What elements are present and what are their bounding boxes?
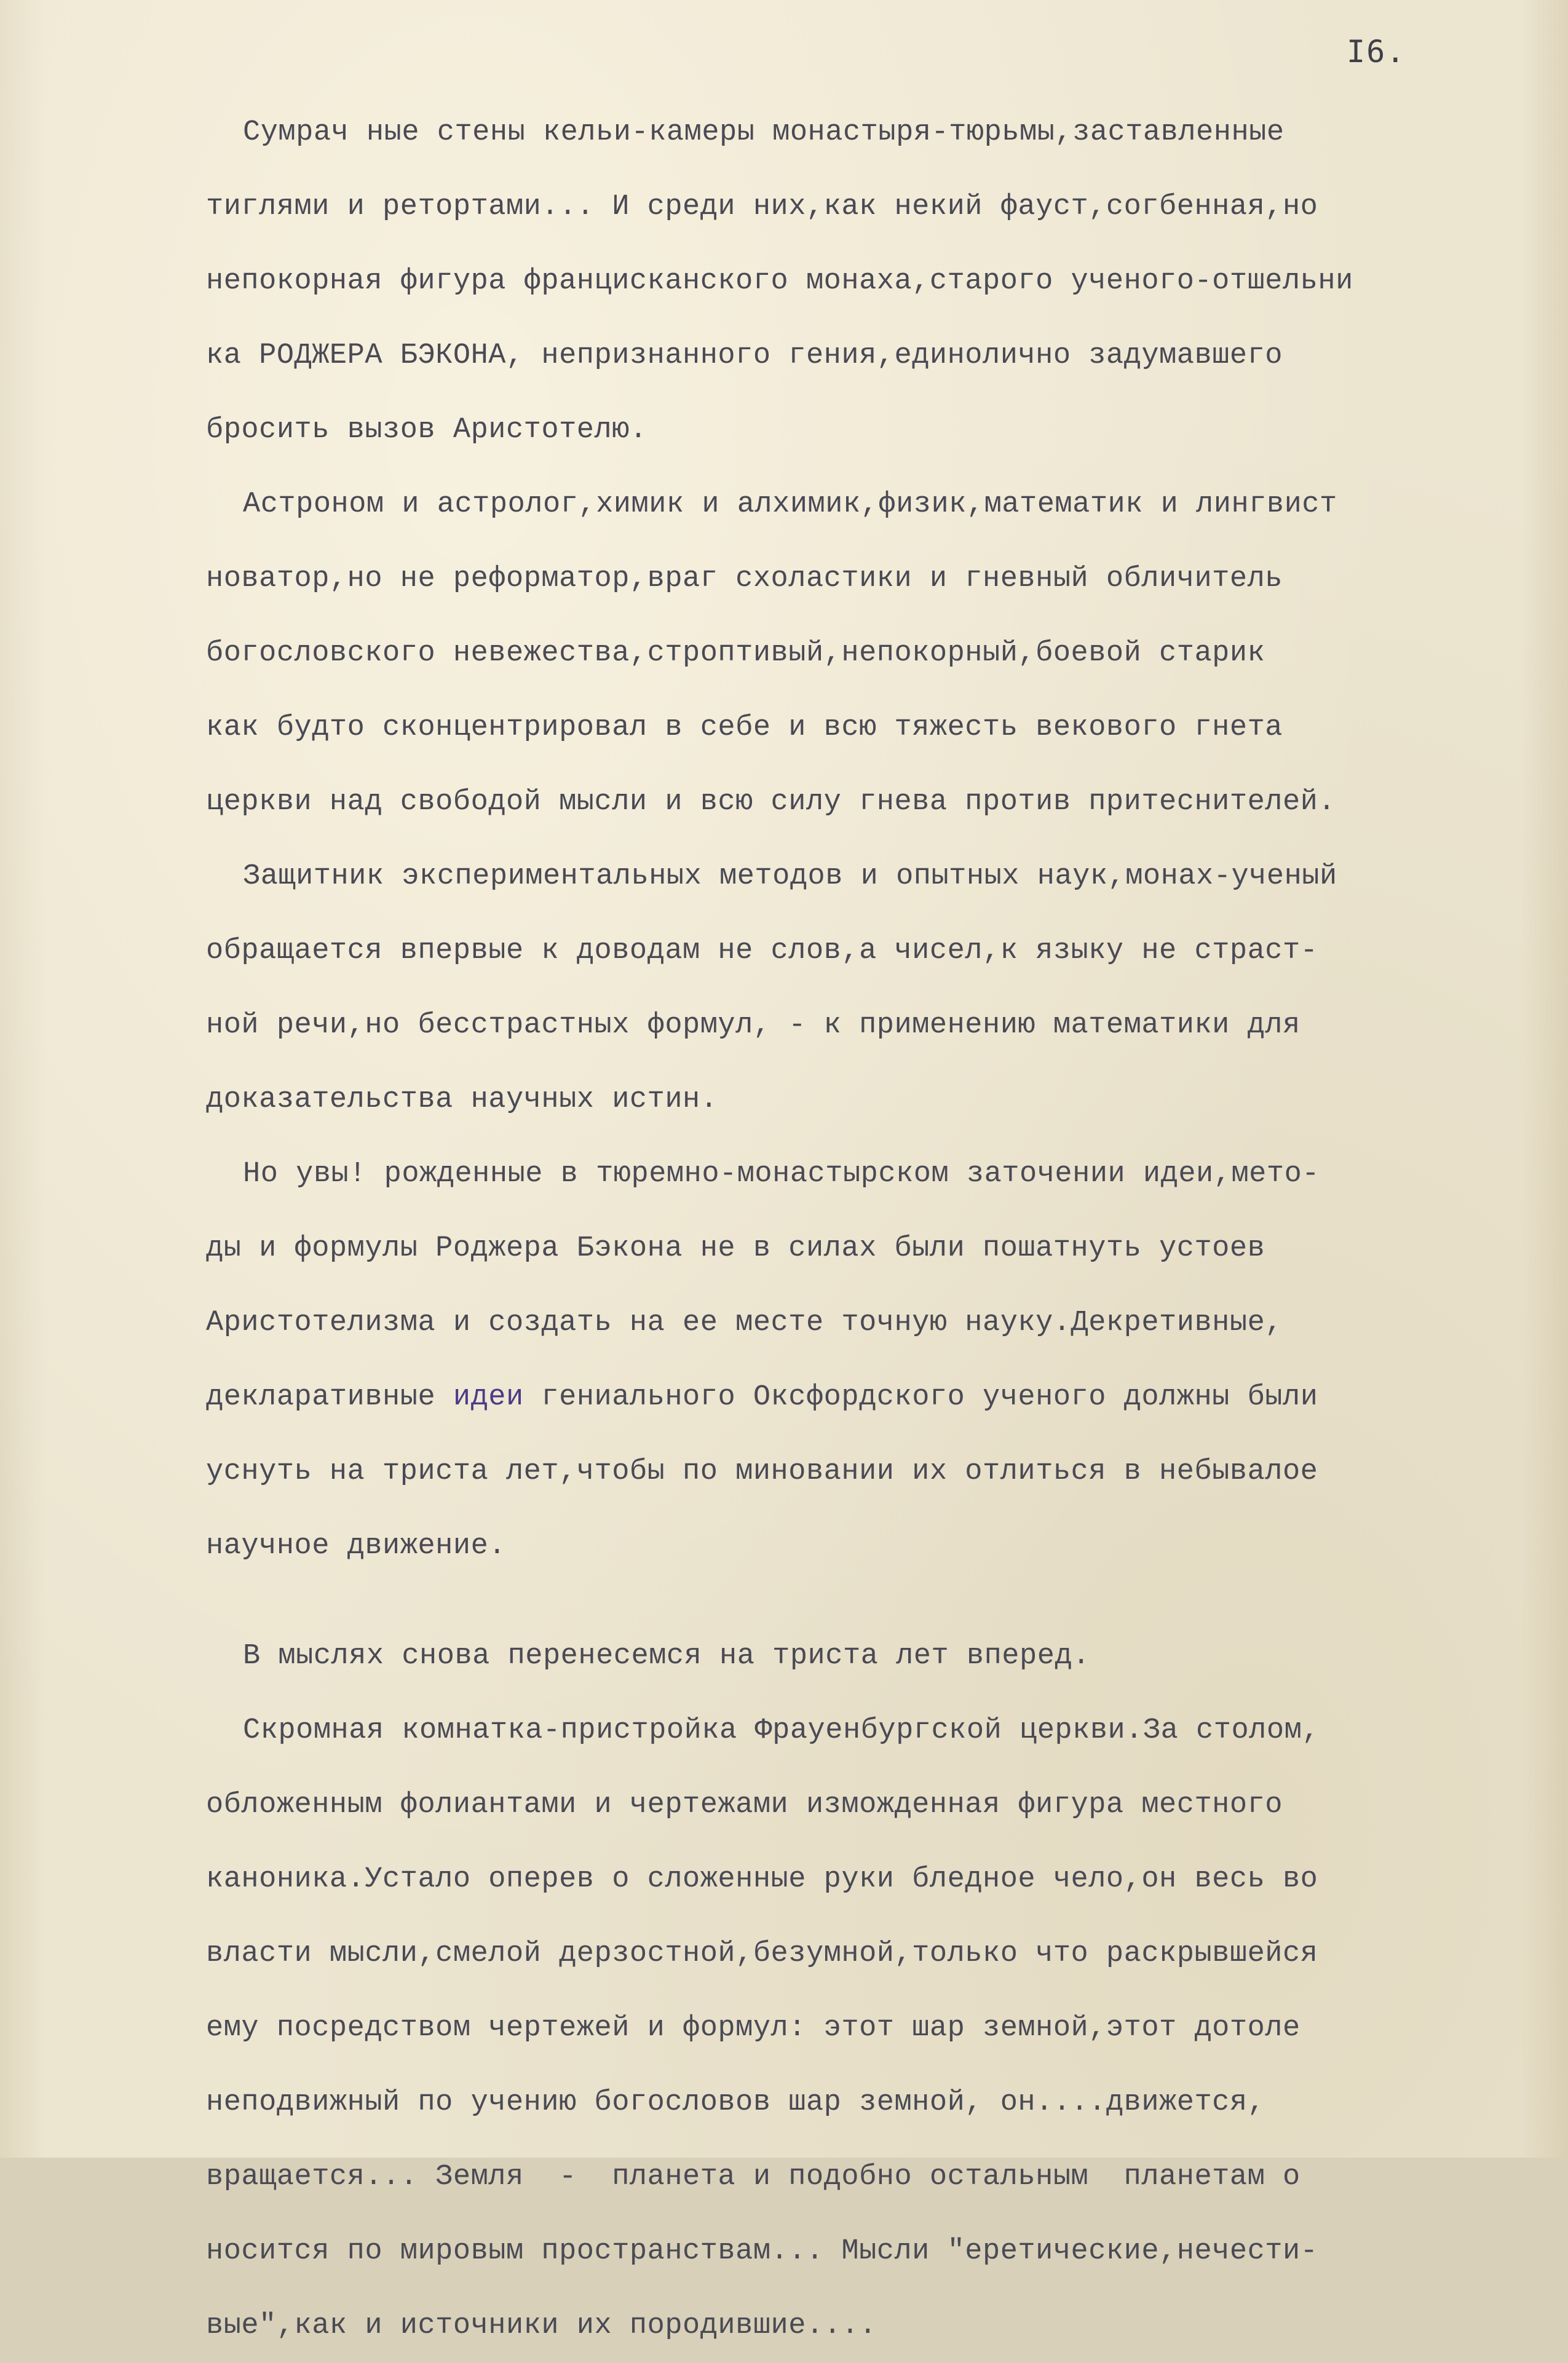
- text-segment: декларативные: [206, 1381, 453, 1414]
- text-line: власти мысли,смелой дерзостной,безумной,только что раскрывшейся: [206, 1938, 1318, 1970]
- text-line: новатор,но не реформатор,враг схоластики и гневный обличитель: [206, 563, 1283, 595]
- text-line: Астроном и астролог,химик и алхимик,физик,математик и лингвист: [243, 488, 1337, 521]
- text-line: как будто сконцентрировал в себе и всю тяжесть векового гнета: [206, 711, 1283, 744]
- text-line: обращается впервые к доводам не слов,а чисел,к языку не страст-: [206, 935, 1318, 967]
- text-line: носится по мировым пространствам... Мысли "еретические,нечести-: [206, 2235, 1318, 2268]
- page-number: I6.: [1347, 34, 1406, 69]
- text-line: доказательства научных истин.: [206, 1083, 718, 1116]
- text-line: уснуть на триста лет,чтобы по миновании их отлиться в небывалое: [206, 1455, 1318, 1488]
- text-line: непокорная фигура францисканского монаха,старого ученого-отшельни: [206, 265, 1353, 298]
- text-line: неподвижный по учению богословов шар земной, он....движется,: [206, 2086, 1265, 2119]
- text-line: вые",как и источники их породившие....: [206, 2310, 877, 2342]
- text-line: обложенным фолиантами и чертежами изможденная фигура местного: [206, 1789, 1283, 1821]
- text-line: тиглями и ретортами... И среди них,как некий фауст,согбенная,но: [206, 191, 1318, 223]
- text-line: Аристотелизма и создать на ее месте точную науку.Декретивные,: [206, 1307, 1283, 1339]
- text-line: В мыслях снова перенесемся на триста лет вперед.: [243, 1640, 1090, 1672]
- section-gap: [206, 1583, 1540, 1619]
- text-line-with-ink-correction: [206, 1360, 1540, 1435]
- text-line: Сумрач ные стены кельи-камеры монастыря-тюрьмы,заставленные: [243, 116, 1285, 149]
- text-line: каноника.Устало оперев о сложенные руки бледное чело,он весь во: [206, 1863, 1318, 1896]
- text-segment: гениального Оксфордского ученого должны были: [523, 1381, 1318, 1414]
- paragraph-3: [206, 839, 1540, 1137]
- text-line: бросить вызов Аристотелю.: [206, 414, 647, 446]
- paragraph-2: [206, 467, 1540, 839]
- paragraph-5: [206, 1619, 1540, 1693]
- text-line: богословского невежества,строптивый,непокорный,боевой старик: [206, 637, 1265, 670]
- paragraph-1: [206, 95, 1540, 467]
- paragraph-6: [206, 1693, 1540, 2363]
- text-line: научное движение.: [206, 1530, 506, 1562]
- text-line: ной речи,но бесстрастных формул, - к применению математики для: [206, 1009, 1301, 1042]
- text-line: Но увы! рожденные в тюремно-монастырском заточении идеи,мето-: [243, 1158, 1320, 1190]
- text-line: ка РОДЖЕРА БЭКОНА, непризнанного гения,единолично задумавшего: [206, 339, 1283, 372]
- text-line: ему посредством чертежей и формул: этот шар земной,этот дотоле: [206, 2012, 1301, 2044]
- text-line: Скромная комнатка-пристройка Фрауенбургской церкви.За столом,: [243, 1714, 1320, 1747]
- paragraph-4: [206, 1137, 1540, 1583]
- text-line: вращается... Земля - планета и подобно остальным планетам о: [206, 2161, 1301, 2193]
- text-line: церкви над свободой мысли и всю силу гнева против притеснителей.: [206, 786, 1336, 818]
- typewritten-body: [206, 95, 1540, 2363]
- ink-highlighted-word: идеи: [453, 1381, 524, 1414]
- text-line: ды и формулы Роджера Бэкона не в силах были пошатнуть устоев: [206, 1232, 1265, 1265]
- text-line: Защитник экспериментальных методов и опытных наук,монах-ученый: [243, 860, 1337, 893]
